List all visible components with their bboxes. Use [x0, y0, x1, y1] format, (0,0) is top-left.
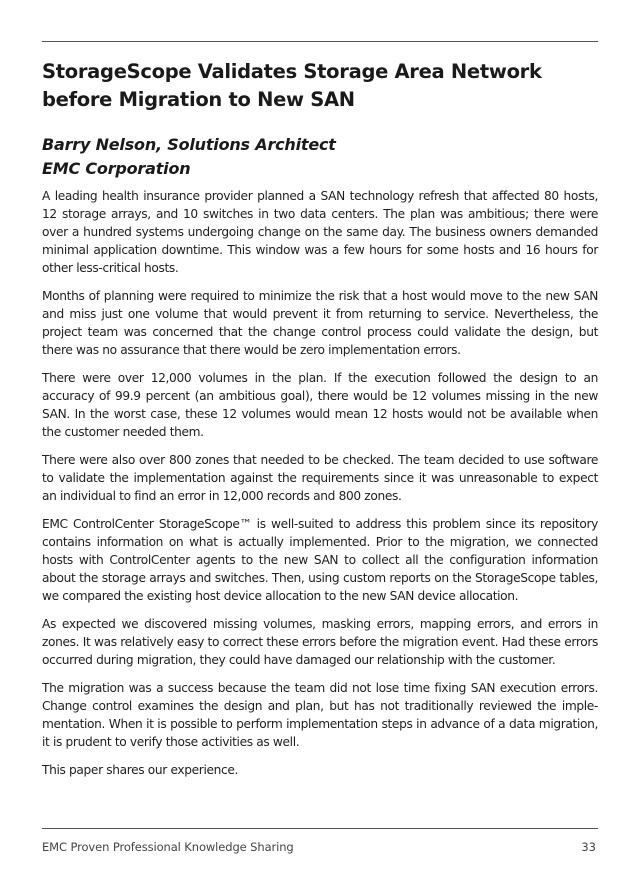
paragraph: As expected we discovered missing volumes, masking errors, mapping errors, and errors in zones. It was relatively easy to correct these errors before the migration event. Had these errors occurred during migration, they could have damaged our relationship with the customer. [42, 617, 598, 667]
paragraph: There were over 12,000 volumes in the plan. If the execution followed the design to an accuracy of 99.9 percent (an ambitious goal), there would be 12 volumes missing in the new SAN. In the worst case, these 12 volumes would mean 12 hosts would not be available when the customer needed them. [42, 371, 598, 439]
page-number: 33 [581, 840, 596, 854]
article-body [42, 187, 598, 779]
article-title: StorageScope Validates Storage Area Network before Migration to New SAN [42, 60, 542, 111]
author-block [42, 133, 598, 181]
article [42, 58, 598, 779]
paragraph: EMC ControlCenter StorageScope™ is well-suited to address this problem since its repository contains information on what is actually implemented. Prior to the migration, we connected hosts with ControlCenter agents to the new SAN to collect all the configuration information about the storage arrays and switches. Then, using custom reports on the StorageScope tables, we compared the existing host device allocation to the new SAN device allocation. [42, 517, 598, 603]
paragraph: This paper shares our experience. [42, 763, 239, 777]
paragraph: A leading health insurance provider planned a SAN technology refresh that affected 80 hosts, 12 storage arrays, and 10 switches in two data centers. The plan was ambitious; there were over a hundred systems undergoing change on the same day. The business owners demanded minimal application downtime. This window was a few hours for some hosts and 16 hours for other less-critical hosts. [42, 189, 598, 275]
paragraph: There were also over 800 zones that needed to be checked. The team decided to use software to validate the implementation against the requirements since it was unreasonable to expect an individual to find an error in 12,000 records and 800 zones. [42, 453, 598, 503]
paragraph: The migration was a success because the team did not lose time fixing SAN execution errors. Change control examines the design and plan, but has not traditionally reviewed the imple-mentation. When it is possible to perform implementation steps in advance of a data migration, it is prudent to verify those activities as well. [42, 681, 598, 749]
author-name: Barry Nelson, Solutions Architect [42, 135, 336, 154]
footer-rule [42, 828, 598, 829]
author-organization: EMC Corporation [42, 159, 191, 178]
paragraph: Months of planning were required to minimize the risk that a host would move to the new SAN and miss just one volume that would prevent it from returning to service. Nevertheless, the project team was concerned that the change control process could validate the design, but there was no assurance that there would be zero implementation errors. [42, 289, 598, 357]
header-rule [42, 41, 598, 42]
footer-publication-name: EMC Proven Professional Knowledge Sharing [42, 840, 294, 854]
